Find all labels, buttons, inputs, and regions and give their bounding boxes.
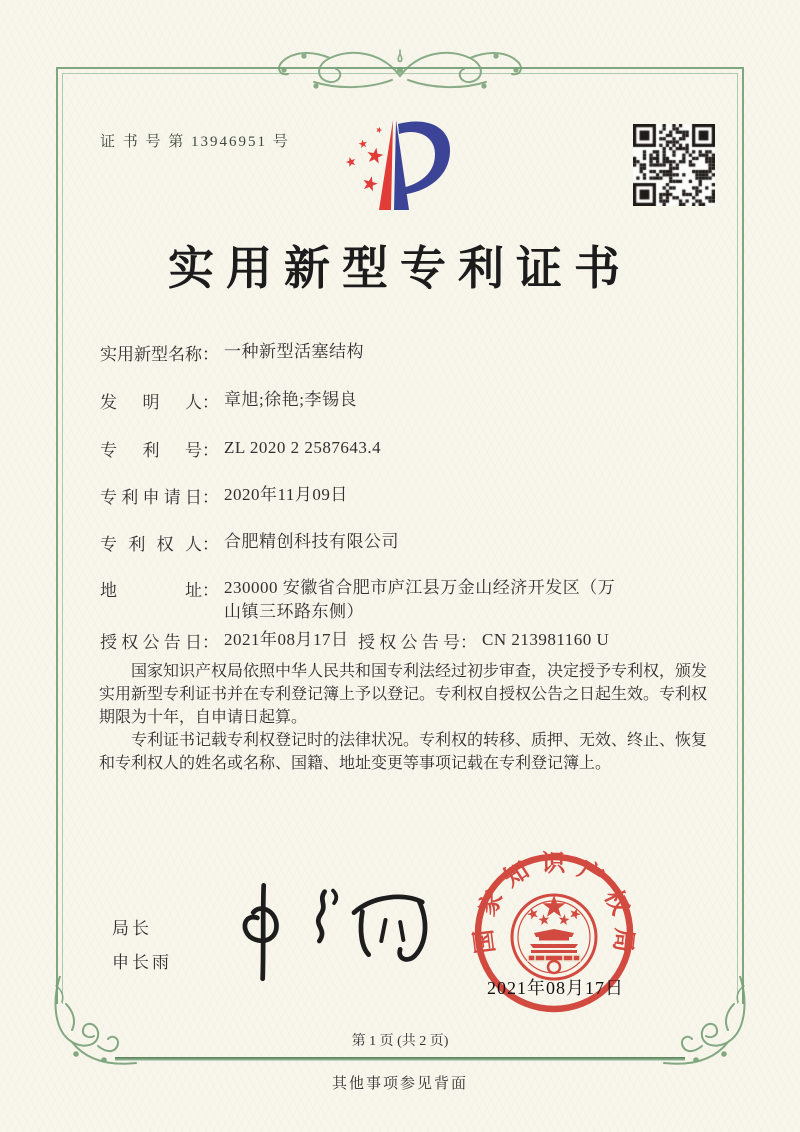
field-value: 230000 安徽省合肥市庐江县万金山经济开发区（万山镇三环路东侧） <box>224 578 616 621</box>
field-colon: ： <box>202 441 219 460</box>
field-value: 2020年11月09日 <box>224 485 348 504</box>
field-value: 章旭;徐艳;李锡良 <box>224 390 357 409</box>
commissioner-signature <box>228 878 438 983</box>
field-label: 发明人 <box>100 393 202 412</box>
field-label: 专利申请日 <box>100 488 202 507</box>
certificate-number: 证 书 号 第 13946951 号 <box>100 134 290 150</box>
back-side-note: 其他事项参见背面 <box>331 1076 468 1092</box>
field-value: ZL 2020 2 2587643.4 <box>224 438 382 457</box>
field-row-patent-number <box>100 436 381 461</box>
field-row-patentee <box>100 530 399 555</box>
page-number: 第 1 页 (共 2 页) <box>351 1034 449 1049</box>
field-colon: ： <box>202 633 219 652</box>
field-label: 授权公告日 <box>100 633 202 652</box>
field-value: 2021年08月17日 <box>224 630 349 649</box>
certificate-title: 实用新型专利证书 <box>168 243 632 294</box>
field-row-utility-model-name <box>100 340 364 365</box>
field-colon: ： <box>202 393 219 412</box>
field-row-grant-number <box>358 628 609 653</box>
field-value: CN 213981160 U <box>482 630 610 649</box>
commissioner-title: 局长 <box>112 919 152 938</box>
seal-date: 2021年08月17日 <box>487 978 624 998</box>
border-bottom-line <box>115 1057 685 1061</box>
field-colon: ： <box>202 535 219 554</box>
legal-paragraph: 专利证书记载专利权登记时的法律状况。专利权的转移、质押、无效、终止、恢复和专利权人的姓名或名称、国籍、地址变更等事项记载在专利登记簿上。 <box>99 732 708 772</box>
field-colon: ： <box>202 345 219 364</box>
field-row-grant-date <box>100 628 349 653</box>
field-label: 授权公告号 <box>358 633 460 652</box>
national-emblem-icon <box>512 895 596 979</box>
field-row-address <box>100 576 626 624</box>
commissioner-name: 申长雨 <box>112 953 172 972</box>
field-value: 合肥精创科技有限公司 <box>224 532 399 551</box>
field-label: 专利权人 <box>100 535 202 554</box>
legal-text-block <box>99 660 707 775</box>
field-row-filing-date <box>100 483 348 508</box>
field-colon: ： <box>202 581 219 600</box>
field-label: 专利号 <box>100 441 202 460</box>
field-row-inventors <box>100 388 357 413</box>
field-label: 地址 <box>100 581 202 600</box>
field-colon: ： <box>460 633 477 652</box>
field-value: 一种新型活塞结构 <box>224 342 364 361</box>
field-label: 实用新型名称 <box>100 345 202 364</box>
field-colon: ： <box>202 488 219 507</box>
qr-code <box>633 124 715 206</box>
cnipa-logo-icon <box>341 114 461 218</box>
legal-paragraph: 国家知识产权局依照中华人民共和国专利法经过初步审查，决定授予专利权，颁发实用新型专利证书并在专利登记簿上予以登记。专利权自授权公告之日起生效。专利权期限为十年，自申请日起算。 <box>99 663 708 726</box>
seal-ring-text: 国家知识产权局 <box>471 850 637 955</box>
